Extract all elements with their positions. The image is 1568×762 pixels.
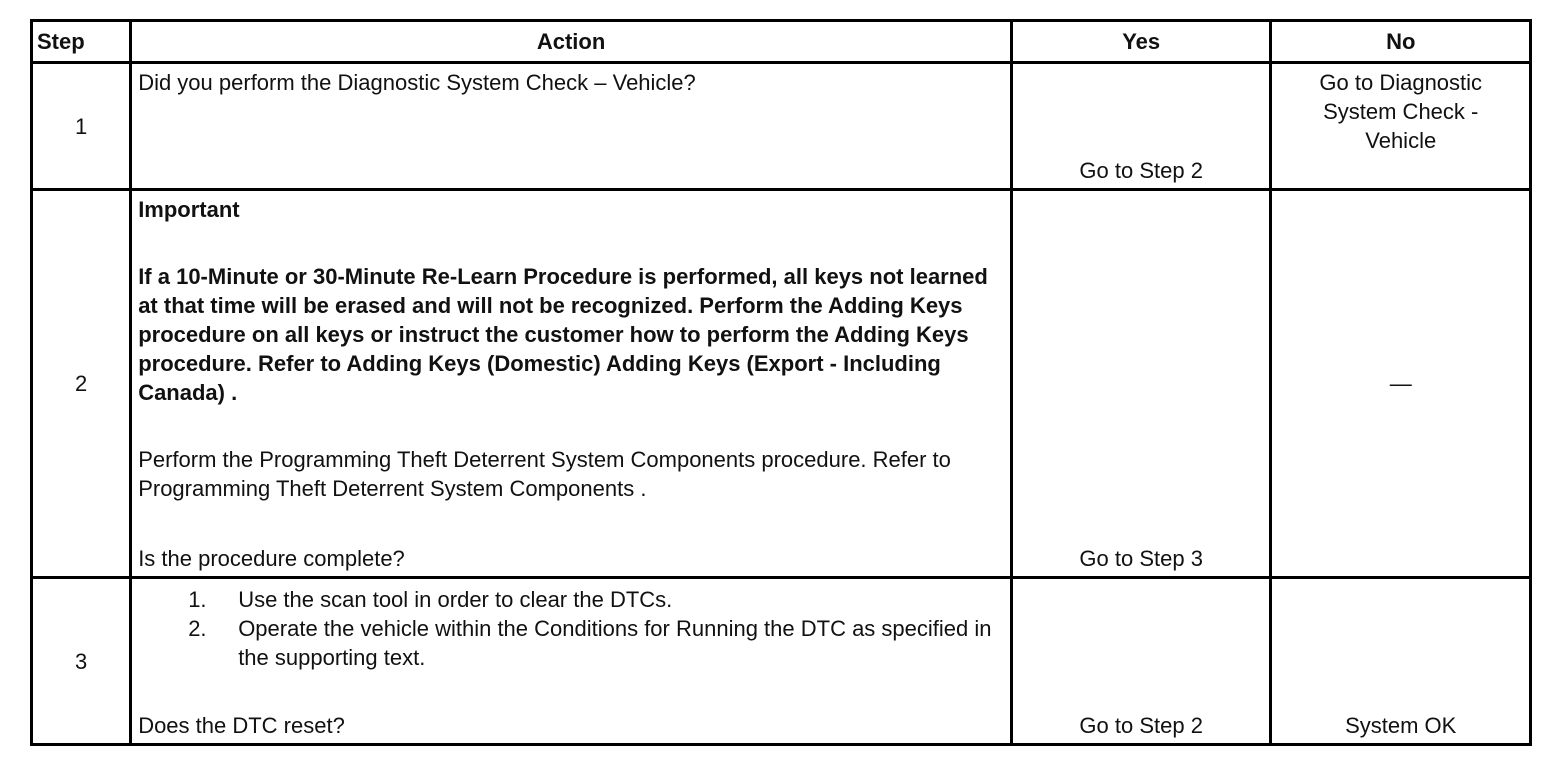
procedure-list [138,585,1002,672]
step-number: 2 [32,190,131,578]
table-row [32,190,1531,578]
important-notice: If a 10-Minute or 30-Minute Re-Learn Procedure is performed, all keys not learned at that time will be erased and will not be recognized. Perform the Adding Keys procedure on all keys or instruct the customer how to perform the Adding Keys procedure. Refer to Adding Keys (Domestic) Adding Keys (Export - Including Canada) . [138,264,988,406]
yes-answer: Go to Step 2 [1079,713,1203,738]
list-number: 1. [188,587,207,613]
action-question: Did you perform the Diagnostic System Check – Vehicle? [138,70,696,95]
header-yes: Yes [1011,21,1271,63]
no-cell [1271,63,1531,190]
yes-cell [1011,63,1271,190]
header-row [32,21,1531,63]
no-cell [1271,578,1531,745]
list-item [138,585,1002,614]
list-number: 2. [188,616,207,642]
yes-cell [1011,578,1271,745]
header-action: Action [131,21,1012,63]
yes-answer: Go to Step 2 [1079,158,1203,184]
no-answer: — [1389,370,1412,396]
action-question: Is the procedure complete? [138,546,405,572]
yes-answer: Go to Step 3 [1079,546,1203,572]
no-answer: Go to Diagnostic System Check - Vehicle [1319,70,1483,153]
table-row [32,578,1531,745]
list-text: Operate the vehicle within the Conditions for Running the DTC as specified in the supporting text. [238,616,992,671]
yes-cell [1011,190,1271,578]
step-number: 1 [32,63,131,190]
diagnostic-table [30,19,1532,746]
action-cell [131,578,1012,745]
header-step: Step [32,21,131,63]
no-answer: System OK [1345,713,1457,738]
important-label: Important [138,197,240,223]
list-item [138,614,1002,672]
list-text: Use the scan tool in order to clear the DTCs. [238,587,673,613]
table-row [32,63,1531,190]
step-number: 3 [32,578,131,745]
no-cell [1271,190,1531,578]
action-cell [131,190,1012,578]
action-question: Does the DTC reset? [138,713,345,738]
header-no: No [1271,21,1531,63]
action-instruction: Perform the Programming Theft Deterrent System Components procedure. Refer to Programming Theft Deterrent System Components . [138,447,951,502]
action-cell [131,63,1012,190]
